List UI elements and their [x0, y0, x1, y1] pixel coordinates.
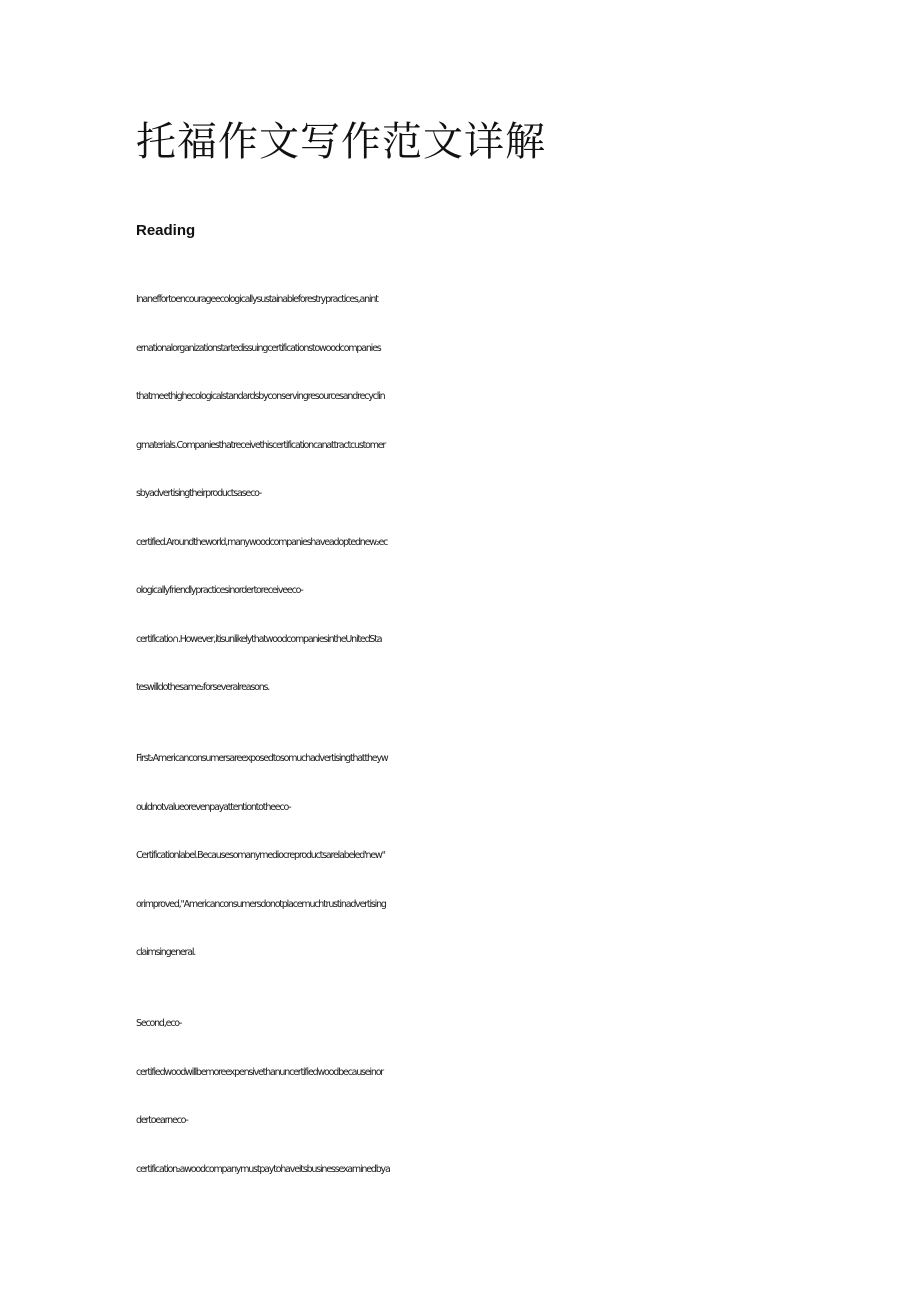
paragraph-line: gmaterials.Companiesthatreceivethiscertificationcanattractcustomer: [136, 439, 386, 451]
paragraph-line: certificatio∩.However,itisunlikelythatwoodcompaniesintheUnitedSta: [136, 633, 382, 645]
paragraph-line: thatmeethighecologicalstandardsbyconservingresourcesandrecyclin: [136, 391, 385, 402]
section-label-reading: Reading: [136, 222, 196, 239]
paragraph-line: dertoearneco-: [136, 1115, 188, 1126]
paragraph-line: claimsingeneral.: [136, 947, 196, 958]
paragraph-line: ernationalorganizationstartedissuingcertificationstowoodcompanies: [136, 342, 381, 354]
paragraph-line: Certificationlabel.Becausesomanymediocreproductsarelabeled'new": [136, 850, 385, 861]
paragraph-line: Second,eco-: [136, 1018, 182, 1029]
document-title: 托福作文写作范文详解: [136, 119, 546, 165]
paragraph-2: [136, 747, 786, 990]
paragraph-line: ouldnotvalueorevenpayattentiontotheeco-: [136, 801, 291, 813]
paragraph-line: ologicallyfriendlypracticesinordertoreceiveeco-: [136, 585, 303, 596]
paragraph-3: [136, 1012, 786, 1206]
paragraph-line: orimproved,"Americanconsumersdonotplacemuchtrustinadvertising: [136, 898, 386, 910]
paragraph-line: certified.Aroundtheworld,manywoodcompanieshaveadoptednew₂ec: [136, 536, 388, 548]
paragraph-line: First₂Americanconsumersareexposedtosomuchadvertisingthattheyw: [136, 753, 388, 764]
paragraph-line: sbyadvertisingtheirproductsaseco-: [136, 488, 262, 499]
paragraph-line: teswilldothesame₂forseveralreasons.: [136, 682, 270, 693]
paragraph-1: [136, 288, 786, 725]
paragraph-line: certification₂awoodcompanymustpaytohaveitsbusinessexaminedbya: [136, 1163, 390, 1175]
paragraph-line: Inaneffortoencourageecologicallysustainableforestrypractices,anint: [136, 294, 378, 305]
paragraph-line: certifiedwoodwillbemoreexpensivethanuncertifiedwoodbecauseinor: [136, 1066, 384, 1078]
